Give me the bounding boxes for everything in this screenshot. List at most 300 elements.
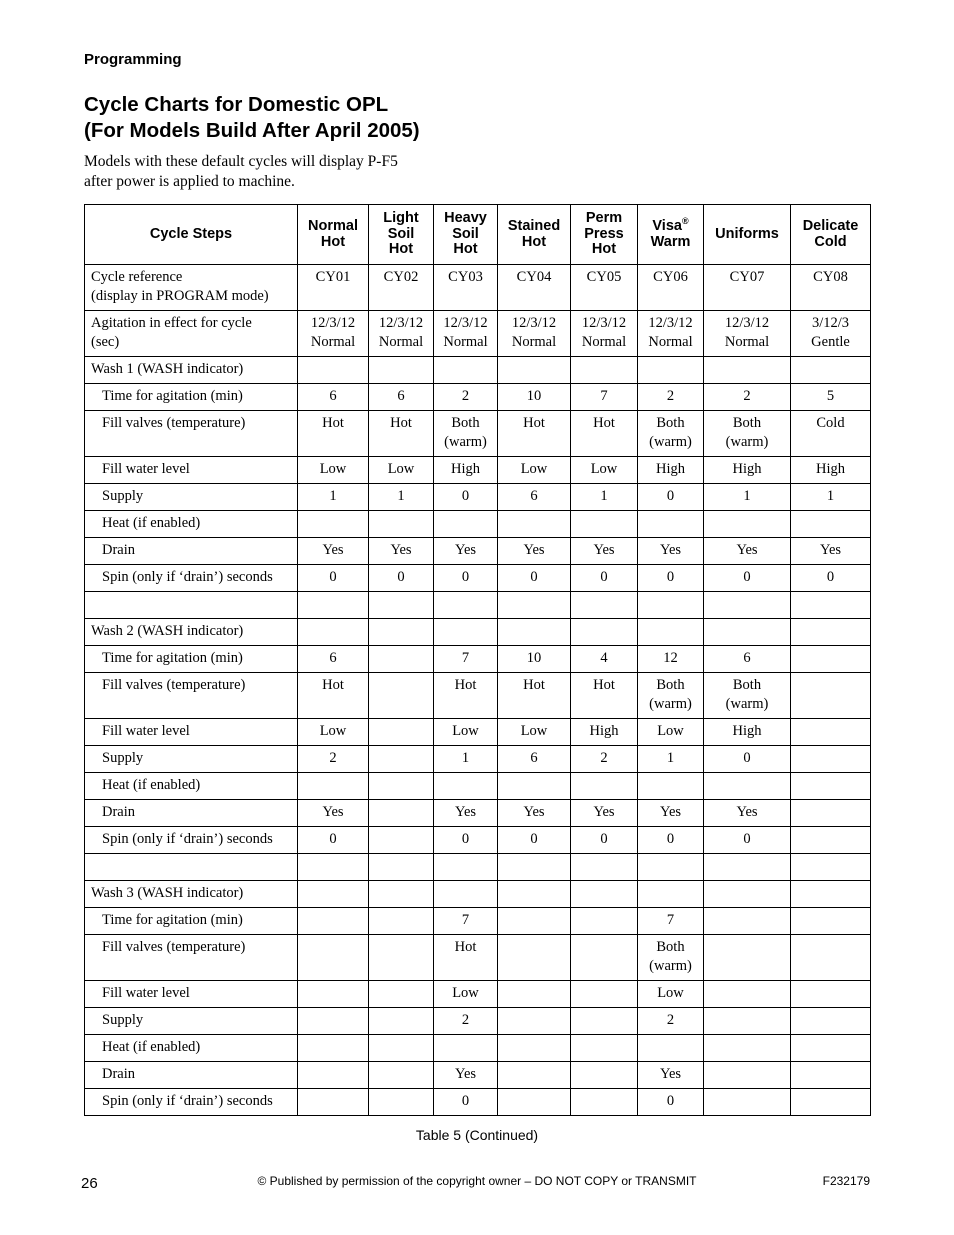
cell-value: 6 bbox=[530, 750, 538, 766]
table-cell bbox=[638, 457, 704, 484]
table-cell bbox=[369, 646, 434, 673]
table-cell bbox=[571, 673, 638, 719]
table-cell bbox=[791, 384, 871, 411]
table-row bbox=[85, 565, 871, 592]
table-body bbox=[85, 265, 871, 1116]
table-cell bbox=[498, 357, 571, 384]
table-cell bbox=[638, 673, 704, 719]
cell-value: Gentle bbox=[811, 333, 850, 350]
row-label bbox=[85, 384, 298, 411]
table-cell bbox=[434, 511, 498, 538]
table-row bbox=[85, 881, 871, 908]
table-cell bbox=[369, 746, 434, 773]
table-cell bbox=[791, 1062, 871, 1089]
table-cell bbox=[369, 981, 434, 1008]
table-cell bbox=[298, 881, 369, 908]
table-cell bbox=[571, 908, 638, 935]
row-label bbox=[85, 935, 298, 981]
cell-value: 1 bbox=[461, 750, 470, 766]
column-header-line: Hot bbox=[591, 241, 617, 258]
cell-value: 1 bbox=[329, 488, 337, 504]
cell-value: 0 bbox=[600, 831, 608, 847]
cell-value: 2 bbox=[461, 1012, 470, 1028]
cell-value: 2 bbox=[666, 1012, 675, 1028]
row-label bbox=[85, 484, 298, 511]
table-cell bbox=[638, 565, 704, 592]
cell-value: Yes bbox=[454, 804, 477, 820]
table-cell bbox=[298, 800, 369, 827]
table-cell bbox=[498, 981, 571, 1008]
cell-value: Both bbox=[451, 415, 480, 431]
table-cell bbox=[498, 1062, 571, 1089]
table-cell bbox=[638, 592, 704, 619]
cell-value: High bbox=[656, 461, 685, 477]
table-cell bbox=[638, 854, 704, 881]
cell-value: 0 bbox=[461, 569, 470, 585]
row-label bbox=[85, 800, 298, 827]
row-label bbox=[85, 1008, 298, 1035]
table-cell bbox=[571, 746, 638, 773]
column-header-line: Normal bbox=[308, 218, 358, 234]
table-cell bbox=[434, 827, 498, 854]
row-label bbox=[85, 1062, 298, 1089]
table-row bbox=[85, 511, 871, 538]
cell-value: Normal bbox=[443, 333, 488, 350]
table-cell bbox=[791, 565, 871, 592]
cell-value: Normal bbox=[581, 333, 627, 350]
cell-value: 2 bbox=[666, 388, 675, 404]
table-cell bbox=[298, 908, 369, 935]
cell-value: 10 bbox=[526, 388, 542, 404]
table-cell bbox=[571, 357, 638, 384]
cell-value: CY03 bbox=[448, 269, 483, 285]
cell-value: Yes bbox=[454, 542, 477, 558]
cell-value: Normal bbox=[511, 333, 557, 350]
cell-value: CY05 bbox=[586, 269, 622, 285]
copyright-notice: © Published by permission of the copyright owner – DO NOT COPY or TRANSMIT bbox=[257, 1174, 697, 1188]
column-header-line: Hot bbox=[388, 241, 414, 258]
table-row bbox=[85, 673, 871, 719]
table-cell bbox=[369, 411, 434, 457]
table-cell bbox=[434, 538, 498, 565]
cell-value: High bbox=[589, 723, 619, 739]
table-cell bbox=[369, 511, 434, 538]
column-header-line: Perm bbox=[585, 210, 623, 227]
page-title-line-2: (For Models Build After April 2005) bbox=[84, 119, 420, 142]
cell-value: (warm) bbox=[725, 695, 769, 712]
table-cell bbox=[369, 1089, 434, 1116]
column-header-line: Delicate bbox=[802, 218, 859, 234]
row-label-line: Time for agitation (min) bbox=[102, 388, 243, 404]
cell-value: 0 bbox=[329, 831, 337, 847]
row-label bbox=[85, 1035, 298, 1062]
cell-value: Low bbox=[657, 985, 684, 1001]
table-cell bbox=[369, 619, 434, 646]
table-cell bbox=[434, 935, 498, 981]
table-cell bbox=[571, 265, 638, 311]
cell-value: Low bbox=[520, 723, 548, 739]
table-cell bbox=[638, 773, 704, 800]
row-label bbox=[85, 908, 298, 935]
table-cell bbox=[298, 484, 369, 511]
row-label-line: Heat (if enabled) bbox=[102, 1039, 201, 1055]
table-cell bbox=[638, 646, 704, 673]
table-row bbox=[85, 1089, 871, 1116]
column-header bbox=[638, 205, 704, 265]
table-cell bbox=[498, 384, 571, 411]
cell-value: Hot bbox=[523, 415, 545, 431]
table-cell bbox=[791, 827, 871, 854]
row-label-line: Supply bbox=[102, 488, 144, 504]
column-header bbox=[498, 205, 571, 265]
table-cell bbox=[791, 484, 871, 511]
column-header-line: Cold bbox=[814, 233, 847, 250]
table-cell bbox=[791, 411, 871, 457]
table-cell bbox=[369, 854, 434, 881]
table-cell bbox=[434, 854, 498, 881]
cell-value: Yes bbox=[736, 542, 758, 558]
row-label-line: Fill valves (temperature) bbox=[102, 677, 246, 693]
column-header bbox=[434, 205, 498, 265]
column-header bbox=[369, 205, 434, 265]
table-cell bbox=[434, 265, 498, 311]
table-cell bbox=[704, 1089, 791, 1116]
section-label: Programming bbox=[84, 51, 182, 68]
table-cell bbox=[704, 619, 791, 646]
cell-value: Hot bbox=[454, 677, 477, 693]
cell-value: Hot bbox=[390, 415, 412, 431]
cell-value: 12 bbox=[663, 650, 678, 666]
table-row bbox=[85, 746, 871, 773]
table-cell bbox=[434, 592, 498, 619]
table-cell bbox=[638, 384, 704, 411]
table-cell bbox=[704, 1062, 791, 1089]
table-cell bbox=[791, 800, 871, 827]
table-cell bbox=[571, 384, 638, 411]
table-cell bbox=[571, 854, 638, 881]
table-cell bbox=[434, 311, 498, 357]
column-header-line: Hot bbox=[320, 233, 346, 250]
table-cell bbox=[791, 935, 871, 981]
cell-value: Low bbox=[657, 723, 684, 739]
table-cell bbox=[791, 592, 871, 619]
column-header bbox=[571, 205, 638, 265]
table-cell bbox=[704, 800, 791, 827]
table-cell bbox=[571, 935, 638, 981]
row-label-line: (sec) bbox=[91, 333, 120, 350]
table-cell bbox=[498, 881, 571, 908]
table-cell bbox=[791, 746, 871, 773]
cell-value: (warm) bbox=[725, 433, 769, 450]
table-cell bbox=[298, 619, 369, 646]
table-cell bbox=[571, 800, 638, 827]
table-cell bbox=[498, 646, 571, 673]
table-cell bbox=[434, 619, 498, 646]
cell-value: 12/3/12 bbox=[581, 315, 627, 331]
table-cell bbox=[369, 484, 434, 511]
cell-value: Hot bbox=[322, 415, 344, 431]
table-cell bbox=[298, 384, 369, 411]
row-label-line: Heat (if enabled) bbox=[102, 777, 201, 793]
cell-value: Yes bbox=[523, 804, 545, 820]
row-label-line: Time for agitation (min) bbox=[102, 912, 243, 928]
cell-value: Low bbox=[590, 461, 618, 477]
cell-value: High bbox=[732, 723, 762, 739]
column-header-line bbox=[638, 216, 703, 235]
table-cell bbox=[498, 746, 571, 773]
table-cell bbox=[434, 800, 498, 827]
table-cell bbox=[638, 827, 704, 854]
table-cell bbox=[638, 981, 704, 1008]
table-cell bbox=[298, 935, 369, 981]
table-cell bbox=[369, 827, 434, 854]
table-cell bbox=[571, 565, 638, 592]
cell-value: 0 bbox=[530, 569, 538, 585]
table-cell bbox=[298, 773, 369, 800]
row-label bbox=[85, 592, 298, 619]
row-label-line: Fill valves (temperature) bbox=[102, 415, 246, 431]
row-label bbox=[85, 827, 298, 854]
table-cell bbox=[298, 538, 369, 565]
cell-value: 12/3/12 bbox=[310, 315, 356, 331]
table-cell bbox=[298, 357, 369, 384]
table-row bbox=[85, 1008, 871, 1035]
cell-value: CY06 bbox=[653, 269, 688, 285]
table-cell bbox=[704, 357, 791, 384]
table-cell bbox=[638, 935, 704, 981]
table-cell bbox=[369, 1008, 434, 1035]
table-cell bbox=[434, 565, 498, 592]
table-header-row bbox=[85, 205, 871, 265]
table-cell bbox=[704, 484, 791, 511]
cell-value: CY04 bbox=[516, 269, 552, 285]
table-cell bbox=[704, 746, 791, 773]
row-label bbox=[85, 511, 298, 538]
column-header-line: Soil bbox=[387, 225, 415, 242]
table-cell bbox=[704, 935, 791, 981]
cell-value: 2 bbox=[600, 750, 608, 766]
cell-value: 6 bbox=[397, 388, 405, 404]
table-cell bbox=[704, 719, 791, 746]
table-cell bbox=[298, 1062, 369, 1089]
table-cell bbox=[298, 1089, 369, 1116]
table-cell bbox=[791, 773, 871, 800]
cell-value: High bbox=[451, 461, 480, 477]
column-header-line: Soil bbox=[452, 225, 479, 242]
table-cell bbox=[638, 746, 704, 773]
table-row bbox=[85, 357, 871, 384]
row-label bbox=[85, 357, 298, 384]
table-cell bbox=[791, 981, 871, 1008]
table-cell bbox=[571, 773, 638, 800]
row-label bbox=[85, 565, 298, 592]
table-cell bbox=[369, 719, 434, 746]
cell-value: Low bbox=[319, 461, 347, 477]
table-cell bbox=[369, 457, 434, 484]
table-cell bbox=[704, 981, 791, 1008]
table-cell bbox=[369, 935, 434, 981]
table-cell bbox=[298, 265, 369, 311]
table-cell bbox=[298, 592, 369, 619]
table-cell bbox=[298, 981, 369, 1008]
intro-line-1: Models with these default cycles will display P-F5 bbox=[84, 153, 398, 170]
table-cell bbox=[434, 357, 498, 384]
cell-value: Low bbox=[319, 723, 347, 739]
table-cell bbox=[434, 484, 498, 511]
table-cell bbox=[704, 592, 791, 619]
row-label-line: Supply bbox=[102, 750, 144, 766]
table-cell bbox=[498, 511, 571, 538]
cell-value: High bbox=[816, 461, 845, 477]
row-label bbox=[85, 311, 298, 357]
cell-value: 0 bbox=[461, 488, 470, 504]
cell-value: Yes bbox=[659, 542, 682, 558]
table-cell bbox=[704, 881, 791, 908]
column-header-line: Press bbox=[584, 225, 624, 242]
table-cell bbox=[571, 1062, 638, 1089]
row-label-line: Fill valves (temperature) bbox=[102, 939, 246, 955]
table-cell bbox=[434, 746, 498, 773]
table-cell bbox=[571, 646, 638, 673]
table-cell bbox=[434, 384, 498, 411]
cell-value: Normal bbox=[648, 333, 693, 350]
table-cell bbox=[298, 1035, 369, 1062]
table-cell bbox=[704, 457, 791, 484]
table-row bbox=[85, 311, 871, 357]
table-cell bbox=[369, 265, 434, 311]
cell-value: Hot bbox=[593, 415, 615, 431]
cell-value: Normal bbox=[310, 333, 356, 350]
table-cell bbox=[369, 1062, 434, 1089]
column-header bbox=[704, 205, 791, 265]
cell-value: 4 bbox=[600, 650, 608, 666]
table-cell bbox=[638, 881, 704, 908]
row-label bbox=[85, 619, 298, 646]
cell-value: 2 bbox=[461, 388, 470, 404]
cell-value: Both bbox=[732, 677, 762, 693]
cell-value: CY08 bbox=[813, 269, 848, 285]
table-cell bbox=[298, 1008, 369, 1035]
cell-value: 0 bbox=[397, 569, 405, 585]
cell-value: 0 bbox=[329, 569, 337, 585]
cell-value: Yes bbox=[390, 542, 412, 558]
cell-value: 6 bbox=[329, 650, 337, 666]
table-cell bbox=[791, 719, 871, 746]
table-cell bbox=[638, 908, 704, 935]
table-cell bbox=[571, 311, 638, 357]
table-cell bbox=[791, 511, 871, 538]
table-cell bbox=[638, 1062, 704, 1089]
table-cell bbox=[434, 1008, 498, 1035]
table-cell bbox=[638, 511, 704, 538]
table-cell bbox=[704, 908, 791, 935]
table-cell bbox=[638, 1089, 704, 1116]
table-cell bbox=[298, 673, 369, 719]
table-row bbox=[85, 800, 871, 827]
table-cell bbox=[498, 592, 571, 619]
row-label bbox=[85, 854, 298, 881]
table-cell bbox=[369, 908, 434, 935]
cell-value: CY07 bbox=[729, 269, 765, 285]
table-cell bbox=[298, 565, 369, 592]
table-cell bbox=[571, 484, 638, 511]
row-label-line: Cycle reference bbox=[91, 269, 183, 285]
table-cell bbox=[571, 827, 638, 854]
table-row bbox=[85, 827, 871, 854]
page-title-line-1: Cycle Charts for Domestic OPL bbox=[84, 93, 389, 116]
cell-value: Hot bbox=[523, 677, 545, 693]
page-number: 26 bbox=[81, 1175, 98, 1192]
column-header-line: Uniforms bbox=[715, 225, 779, 242]
table-cell bbox=[638, 1035, 704, 1062]
table-cell bbox=[369, 565, 434, 592]
row-label bbox=[85, 746, 298, 773]
row-label-line: Wash 2 (WASH indicator) bbox=[91, 623, 244, 639]
intro-line-2: after power is applied to machine. bbox=[84, 173, 295, 190]
table-cell bbox=[791, 619, 871, 646]
cell-value: Yes bbox=[593, 804, 615, 820]
table-cell bbox=[298, 311, 369, 357]
cell-value: Hot bbox=[322, 677, 344, 693]
cell-value: Yes bbox=[322, 804, 344, 820]
table-cell bbox=[369, 881, 434, 908]
cell-value: Yes bbox=[593, 542, 615, 558]
cell-value: Yes bbox=[454, 1066, 477, 1082]
cell-value: Both bbox=[656, 415, 685, 431]
table-cell bbox=[369, 1035, 434, 1062]
table-cell bbox=[638, 357, 704, 384]
table-cell bbox=[791, 1008, 871, 1035]
table-cell bbox=[791, 265, 871, 311]
table-row bbox=[85, 1062, 871, 1089]
cell-value: 1 bbox=[826, 488, 835, 504]
column-header-line: Hot bbox=[521, 233, 547, 250]
table-cell bbox=[704, 265, 791, 311]
column-header-line: Stained bbox=[507, 218, 561, 234]
cell-value: 12/3/12 bbox=[511, 315, 557, 331]
cell-value: (warm) bbox=[444, 433, 487, 450]
table-cell bbox=[498, 827, 571, 854]
cell-value: 1 bbox=[666, 750, 675, 766]
row-label-line: Wash 1 (WASH indicator) bbox=[91, 361, 244, 377]
registered-mark: ® bbox=[681, 216, 689, 227]
table-row bbox=[85, 538, 871, 565]
cell-value: Yes bbox=[322, 542, 344, 558]
table-row bbox=[85, 981, 871, 1008]
table-row bbox=[85, 619, 871, 646]
table-cell bbox=[498, 854, 571, 881]
row-label bbox=[85, 881, 298, 908]
cell-value: High bbox=[732, 461, 762, 477]
row-label-line: Drain bbox=[102, 804, 136, 820]
page-title bbox=[84, 92, 420, 144]
table-cell bbox=[571, 981, 638, 1008]
table-cell bbox=[434, 673, 498, 719]
table-cell bbox=[434, 1089, 498, 1116]
column-header-line: Warm bbox=[650, 233, 691, 250]
cell-value: (warm) bbox=[649, 695, 692, 712]
cell-value: 5 bbox=[826, 388, 835, 404]
row-label-line: Fill water level bbox=[102, 985, 190, 1001]
cell-value: CY02 bbox=[383, 269, 419, 285]
table-cell bbox=[434, 719, 498, 746]
cell-value: 12/3/12 bbox=[724, 315, 770, 331]
table-cell bbox=[498, 773, 571, 800]
table-cell bbox=[498, 411, 571, 457]
row-label bbox=[85, 265, 298, 311]
table-cell bbox=[298, 746, 369, 773]
cell-value: Both bbox=[656, 939, 685, 955]
